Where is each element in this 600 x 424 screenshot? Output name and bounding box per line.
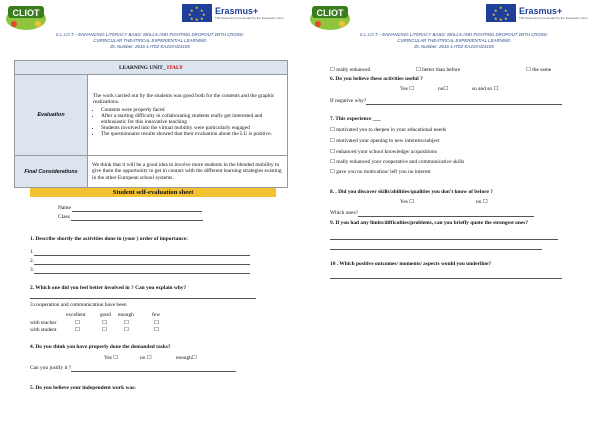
checkbox[interactable]: ☐ <box>102 320 107 326</box>
list-item: • Contents were properly faced <box>101 107 286 113</box>
justify-field[interactable]: Can you justify it ? <box>30 365 236 372</box>
answer-line[interactable] <box>330 233 558 240</box>
svg-text:CLIOT: CLIOT <box>12 8 40 18</box>
erasmus-name: Erasmus+ <box>215 6 259 16</box>
project-line: CURRICULAR THEATRICAL EXPERIENTIAL LEARNING <box>397 38 511 43</box>
question-4: 4. Do you think you have properly done the demanded tasks? <box>30 344 171 350</box>
option-no[interactable]: no☐ <box>438 86 449 92</box>
evaluation-label: Evaluation <box>15 75 88 156</box>
checkbox[interactable]: ☐ <box>154 320 159 326</box>
country-label: ITALY <box>166 64 184 71</box>
question-6: 6. Do you believe these activities useful ? <box>330 76 423 82</box>
question-10: 10 . Which positive outcomes/ moments/ aspects would you underline? <box>330 261 492 267</box>
cliot-logo-icon <box>308 2 352 32</box>
final-considerations-label: Final Considerations <box>15 156 88 188</box>
answer-line[interactable] <box>30 292 256 299</box>
option-enhanced-skills[interactable]: ☐ really enhanced your cooperative and communicative skills <box>330 159 465 165</box>
option-motivated-opening[interactable]: ☐ motivated your opening to new interests/subject <box>330 138 440 144</box>
cliot-logo-icon <box>4 2 48 32</box>
answer-line[interactable] <box>330 272 562 279</box>
answer-line-3[interactable]: 3. <box>30 267 250 274</box>
erasmus-subtitle: This document is co-funded by the European Union <box>215 16 284 20</box>
rating-col-enough: enough <box>118 312 134 318</box>
eu-flag-icon: ★ ★ ★ ★ ★ ★ ★ ★ <box>182 4 212 22</box>
erasmus-name: Erasmus+ <box>519 6 563 16</box>
right-page <box>304 0 600 424</box>
evaluation-list <box>101 107 286 137</box>
svg-text:CLIOT: CLIOT <box>316 8 344 18</box>
question-1: 1. Describe shortly the activities done in (your ) order of importance: <box>30 236 188 242</box>
checkbox[interactable]: ☐ <box>102 327 107 333</box>
question-3: 3.cooperation and communication have been <box>30 302 127 308</box>
option-enough[interactable]: enough☐ <box>176 355 197 361</box>
final-considerations-text: We think that it will be a good idea to involve more students in the blended mobility to give them the opportunity to get in contact with the different learning strategies existing in the other European school systems. <box>88 156 288 188</box>
list-item: • The questionnaire results showed that their evaluation about the LU is positive. <box>101 131 286 137</box>
checkbox[interactable]: ☐ <box>154 327 159 333</box>
project-header <box>30 32 270 50</box>
option-so-and-so[interactable]: so and so ☐ <box>472 86 499 92</box>
option-better-than-before[interactable]: ☐ better than before <box>416 67 461 73</box>
answer-line-1[interactable]: 1. <box>30 249 250 256</box>
rating-col-few: few <box>152 312 161 318</box>
sheet-title: Student self-evaluation sheet <box>30 188 276 197</box>
project-line: ID. Number: 2016-1-IT02-KA219-024105 <box>414 44 494 49</box>
erasmus-subtitle: This document is co-funded by the European Union <box>519 16 588 20</box>
evaluation-intro: The work carried out by the students was good both for the contents and the graphic realizations. <box>93 92 275 105</box>
checkbox[interactable]: ☐ <box>75 320 80 326</box>
left-page <box>0 0 296 424</box>
question-2: 2. Which one did you feel better involved in ? Can you explain why? <box>30 285 187 291</box>
checkbox[interactable]: ☐ <box>124 320 129 326</box>
rating-row-teacher: with teacher <box>30 320 57 326</box>
option-no[interactable]: no ☐ <box>140 355 152 361</box>
checkbox[interactable]: ☐ <box>124 327 129 333</box>
erasmus-badge <box>486 2 596 24</box>
name-field[interactable]: Name <box>58 205 202 212</box>
question-5: 5. Do you believe your independent work was: <box>30 385 136 391</box>
project-line: C.L.I.O.T. - ENHANCING LITERACY BASIC SKILLS AND FIGHTING DROPOUT WITH CROSS- <box>55 32 245 37</box>
list-item: • Students involved into the virtual mobility were particularly engaged <box>101 125 286 131</box>
question-8: 8. . Did you discover skills/abilities/qualities you don't know of before ? <box>330 189 493 195</box>
which-ones-field[interactable]: Which ones? <box>330 210 534 217</box>
list-item: • After a starting difficulty in collaborating students really get interested and enthusiastic for this innovative teaching <box>101 113 286 125</box>
option-no[interactable]: no ☐ <box>476 199 488 205</box>
option-the-same[interactable]: ☐ the same <box>526 67 552 73</box>
checkbox[interactable]: ☐ <box>75 327 80 333</box>
option-no-motivation[interactable]: ☐ gave you no motivation/ left you no interest <box>330 169 431 175</box>
option-yes[interactable]: Yes ☐ <box>400 199 415 205</box>
rating-row-student: with student <box>30 327 57 333</box>
evaluation-cell <box>88 75 288 156</box>
answer-line[interactable] <box>330 243 542 250</box>
rating-col-good: good <box>100 312 111 318</box>
option-motivated-deepen[interactable]: ☐ motivated you to deepen in your educational needs <box>330 127 446 133</box>
page-gutter <box>296 0 304 424</box>
answer-line-2[interactable]: 2. <box>30 258 250 265</box>
class-field[interactable]: Class <box>58 214 203 221</box>
question-9: 9. If you had any limits/difficulties/problems, can you briefly quote the strongest ones? <box>330 220 529 226</box>
project-line: CURRICULAR THEATRICAL EXPERIENTIAL LEARNING <box>93 38 207 43</box>
rating-col-excellent: excellent <box>66 312 86 318</box>
question-7: 7. This experience ___ <box>330 116 381 122</box>
option-enhanced-knowledge[interactable]: ☐ enhanced your school knowledge/ acquisitions <box>330 149 437 155</box>
project-line: ID. Number: 2016-1-IT02-KA219-024105 <box>110 44 190 49</box>
project-line: C.L.I.O.T. - ENHANCING LITERACY BASIC SKILLS AND FIGHTING DROPOUT WITH CROSS- <box>359 32 549 37</box>
learning-unit-title: LEARNING UNIT_ ITALY <box>15 61 288 75</box>
if-negative-field[interactable]: If negative why? <box>330 98 562 105</box>
erasmus-badge <box>182 2 292 24</box>
eu-flag-icon: ★ ★ ★ ★ ★ ★ ★ ★ <box>486 4 516 22</box>
learning-unit-table <box>14 60 288 188</box>
project-header <box>334 32 574 50</box>
option-yes[interactable]: Yes ☐ <box>104 355 119 361</box>
option-yes[interactable]: Yes ☐ <box>400 86 415 92</box>
option-really-enhanced[interactable]: ☐ really enhanced <box>330 67 371 73</box>
